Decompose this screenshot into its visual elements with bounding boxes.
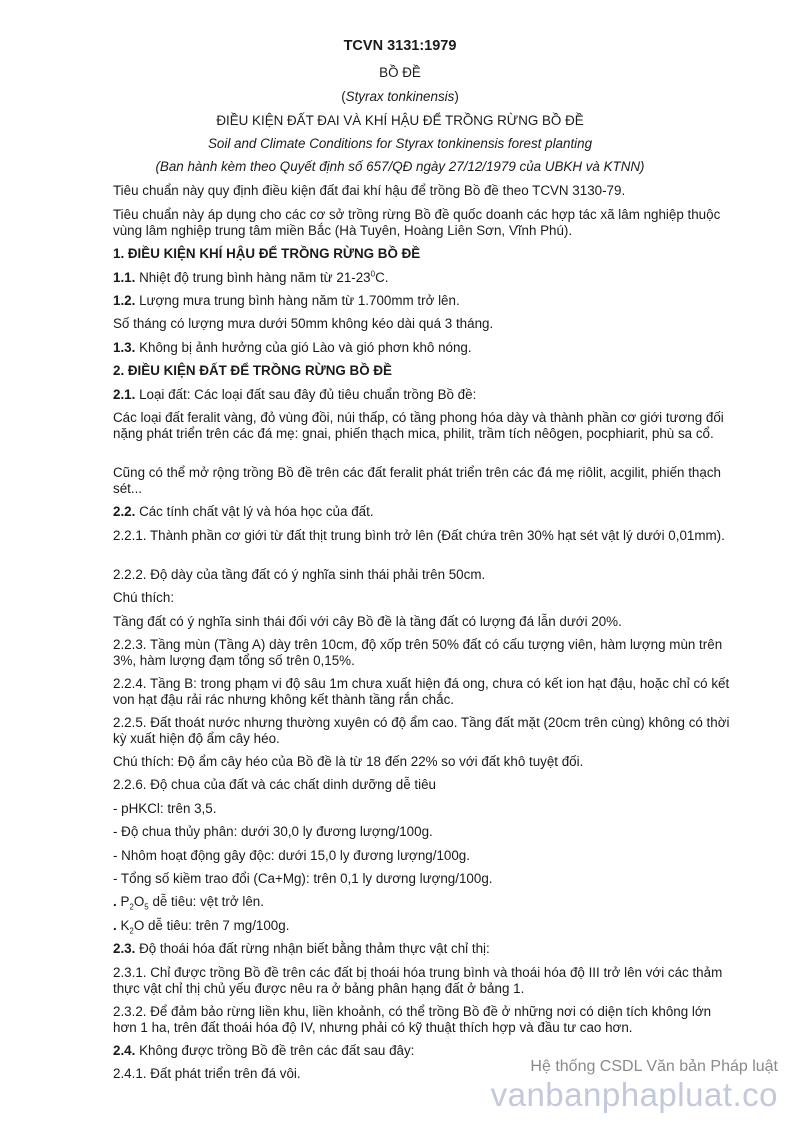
clause-2-1-extension: Cũng có thể mở rộng trồng Bồ đề trên các đất feralit phát triển trên các đá mẹ riôlit, acgilit, phiến thạch sét... <box>113 465 721 496</box>
clause-2-2-5-note: Chú thích: Độ ẩm cây héo của Bồ đề là từ 18 đến 22% so với đất khô tuyệt đối. <box>113 754 584 769</box>
clause-2-2-5: 2.2.5. Đất thoát nước nhưng thường xuyên có độ ẩm cao. Tầng đất mặt (20cm trên cùng) không có thời kỳ xuất hiện độ ẩm cây héo. <box>113 715 730 746</box>
bullet-alkali: - Tổng số kiềm trao đổi (Ca+Mg): trên 0,1 ly dương lượng/100g. <box>113 871 493 886</box>
clause-2-3-2: 2.3.2. Để đảm bảo rừng liền khu, liền khoảnh, có thể trồng Bồ đề ở những nơi có diện tích không lớn hơn 1 ha, trên đất thoái hóa độ IV, nhưng phải có kỹ thuật thích hợp và đầu tư cao hơn. <box>113 1004 712 1035</box>
watermark-site: vanbanphapluat.co <box>490 1076 778 1113</box>
standard-name: BỒ ĐỀ <box>379 65 421 80</box>
note-label: Chú thích: <box>113 590 175 605</box>
clause-2-2-6: 2.2.6. Độ chua của đất và các chất dinh dưỡng dễ tiêu <box>113 777 436 792</box>
clause-1-1: 1.1. Nhiệt độ trung bình hàng năm từ $21-23^0C$. <box>113 269 389 285</box>
clause-2-3-1: 2.3.1. Chỉ được trồng Bồ đề trên các đất bị thoái hóa trung bình và thoái hóa độ III trở lên với các thảm thực vật chỉ thị chủ yếu được nêu ra ở bảng phân hạng đất ở bảng 1. <box>113 965 723 996</box>
clause-2-2: 2.2. Các tính chất vật lý và hóa học của đất. <box>113 504 374 519</box>
issuance-note: (Ban hành kèm theo Quyết định số 657/QĐ ngày 27/12/1979 của UBKH và KTNN) <box>155 159 645 174</box>
clause-2-2-4: 2.2.4. Tầng B: trong phạm vi độ sâu 1m chưa xuất hiện đá ong, chưa có kết ion hạt đậu, hoặc chỉ có kết von hạt đậu rải rác nhưng không kết thành tầng rắn chắc. <box>113 676 730 707</box>
bullet-phkcl: - pHKCl: trên 3,5. <box>113 801 217 816</box>
clause-2-2-1: 2.2.1. Thành phần cơ giới từ đất thịt trung bình trở lên (Đất chứa trên 30% hạt sét vật lý dưới 0,01mm). <box>113 528 725 543</box>
clause-2-3: 2.3. Độ thoái hóa đất rừng nhận biết bằng thảm thực vật chỉ thị: <box>113 941 490 956</box>
intro-paragraph-2: Tiêu chuẩn này áp dụng cho các cơ sở trồng rừng Bồ đề quốc doanh các hợp tác xã lâm nghiệp thuộc vùng lâm nghiệp trung tâm miền Bắc (Hà Tuyên, Hoàng Liên Sơn, Vĩnh Phú). <box>113 207 721 238</box>
bullet-aluminium: - Nhôm hoạt động gây độc: dưới 15,0 ly đương lượng/100g. <box>113 848 470 863</box>
clause-1-3: 1.3. Không bị ảnh hưởng của gió Lào và gió phơn khô nóng. <box>113 340 472 355</box>
clause-2-4: 2.4. Không được trồng Bồ đề trên các đất sau đây: <box>113 1043 415 1058</box>
note-text: Tầng đất có ý nghĩa sinh thái đối với cây Bồ đề là tầng đất có lượng đá lẫn dưới 20%. <box>113 614 622 629</box>
section-1-heading: 1. ĐIỀU KIỆN KHÍ HẬU ĐỂ TRỒNG RỪNG BỒ ĐỀ <box>113 246 421 261</box>
standard-code: TCVN 3131:1979 <box>343 38 457 54</box>
clause-2-2-3: 2.2.3. Tầng mùn (Tầng A) dày trên 10cm, độ xốp trên 50% đất có cấu tượng viên, hàm lượng mùn trên 3%, hàm lượng đạm tổng số trên 0,15%. <box>113 637 723 668</box>
bullet-k2o: . $K_2O$ dễ tiêu: trên 7 mg/100g. <box>113 918 290 936</box>
bullet-p2o5: . $P_2O_5$ dễ tiêu: vệt trở lên. <box>113 894 264 912</box>
clause-2-2-2: 2.2.2. Độ dày của tầng đất có ý nghĩa sinh thái phải trên 50cm. <box>113 567 486 582</box>
intro-paragraph-1: Tiêu chuẩn này quy định điều kiện đất đai khí hậu để trồng Bồ đề theo TCVN 3130-79. <box>113 183 626 198</box>
clause-2-1: 2.1. Loại đất: Các loại đất sau đây đủ tiêu chuẩn trồng Bồ đề: <box>113 387 477 402</box>
section-2-heading: 2. ĐIỀU KIỆN ĐẤT ĐỂ TRỒNG RỪNG BỒ ĐỀ <box>113 363 392 378</box>
watermark-caption: Hệ thống CSDL Văn bản Pháp luật <box>530 1058 778 1075</box>
title-english: Soil and Climate Conditions for Styrax tonkinensis forest planting <box>207 136 593 151</box>
title-vietnamese: ĐIỀU KIỆN ĐẤT ĐAI VÀ KHÍ HẬU ĐỂ TRỒNG RỪNG BỒ ĐỀ <box>216 113 584 128</box>
clause-2-1-soil-types: Các loại đất feralit vàng, đỏ vùng đồi, núi thấp, có tầng phong hóa dày và thành phần cơ giới tương đối nặng phát triển trên các đá mẹ: gnai, phiến thạch mica, philit, trầm tích nêôgen, pocphiarit, phù sa cổ. <box>113 410 724 441</box>
clause-1-2: 1.2. Lượng mưa trung bình hàng năm từ 1.700mm trở lên. <box>113 293 460 308</box>
bullet-acidity: - Độ chua thủy phân: dưới 30,0 ly đương lượng/100g. <box>113 824 433 839</box>
clause-2-4-1: 2.4.1. Đất phát triển trên đá vôi. <box>113 1066 301 1081</box>
clause-1-2-note: Số tháng có lượng mưa dưới 50mm không kéo dài quá 3 tháng. <box>113 316 494 331</box>
latin-name: (Styrax tonkinensis) <box>341 89 459 104</box>
